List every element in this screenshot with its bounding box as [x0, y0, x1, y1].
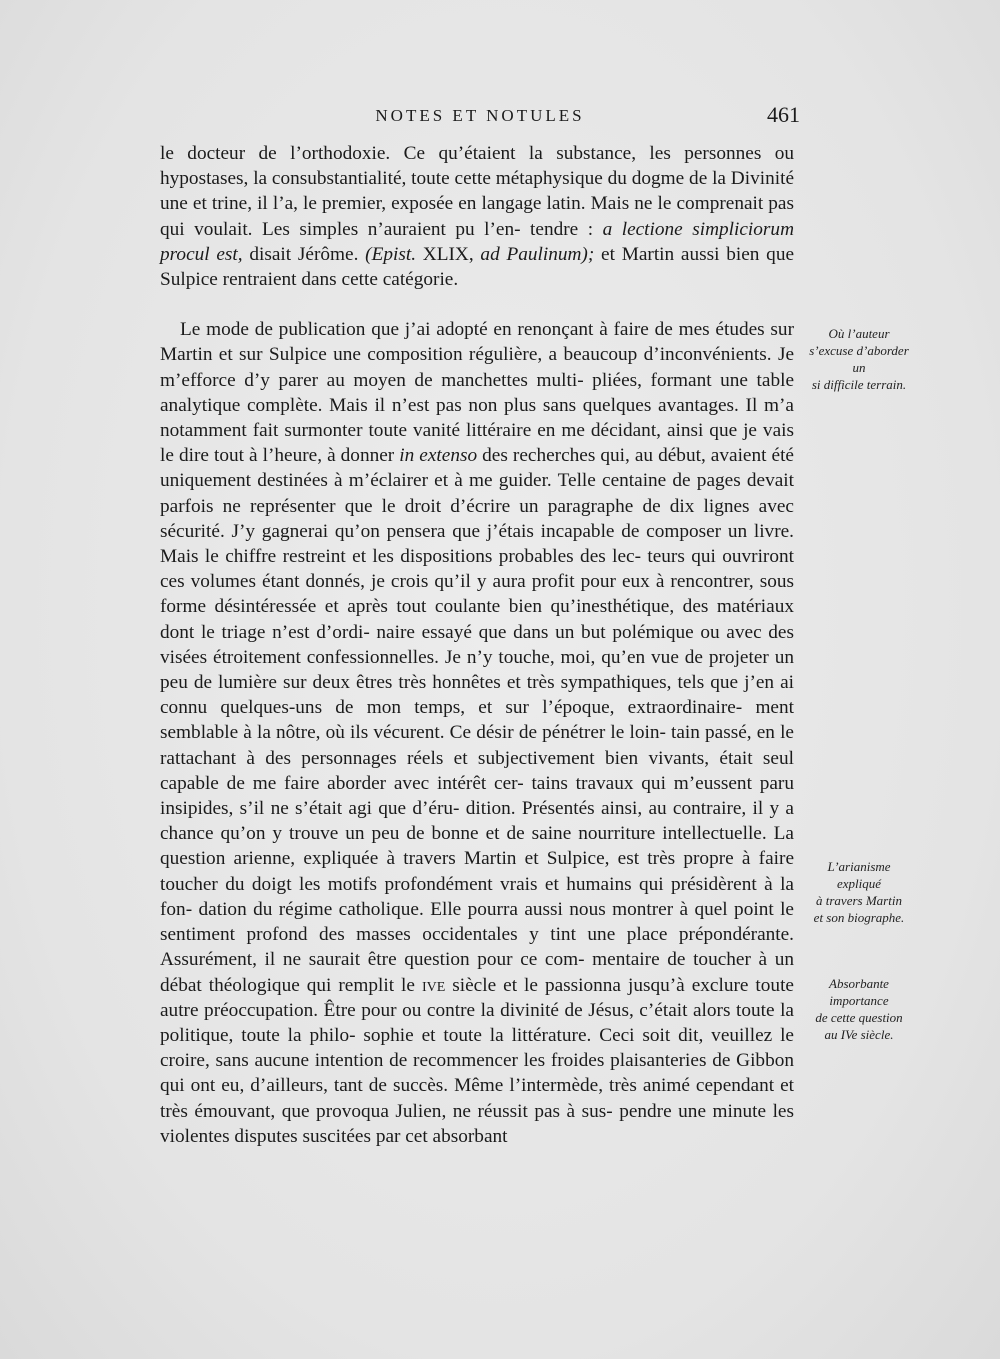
running-title: NOTES ET NOTULES — [375, 106, 585, 125]
margin-note-line: si difficile terrain. — [811, 377, 907, 392]
running-head — [160, 102, 800, 130]
margin-note-importance — [800, 975, 918, 1043]
margin-note-arianism — [800, 858, 918, 926]
margin-note-line: à travers Martin — [816, 893, 902, 908]
margin-note-line: importance — [829, 993, 889, 1008]
latin-quote: a lectione simpliciorum procul est, — [160, 218, 794, 265]
paragraph-1-text-d: et Martin aussi bien que Sulpice rentraient dans cette catégorie. — [160, 243, 795, 291]
margin-note-line: au IVe siècle. — [824, 1027, 894, 1042]
margin-note-line: s’excuse d’aborder — [809, 343, 909, 358]
citation-epist: (Epist. — [365, 243, 417, 265]
paragraph-1-text-b: disait Jérôme. — [242, 243, 366, 265]
paragraph-2 — [160, 317, 794, 1149]
body-text — [160, 141, 794, 1149]
margin-note-line: un — [852, 360, 866, 375]
margin-note-line: expliqué — [836, 876, 882, 891]
citation-paulinum: ad Paulinum); — [480, 243, 595, 265]
in-extenso-phrase: in extenso — [399, 445, 478, 467]
paragraph-1-text-c: XLIX, — [416, 243, 481, 265]
margin-note-line: et son biographe. — [813, 910, 905, 925]
margin-note-line: Où l’auteur — [828, 326, 890, 341]
margin-note-author-excuse — [800, 325, 918, 393]
paragraph-1-text-a: le docteur de l’orthodoxie. Ce qu’étaient la substance, les personnes ou hypostases, la consubstantialité, toute cette métaphysique du dogme de la Divinité une et trine, il l’a, le premier, exposée en langage latin. Mais ne le comprenait pas qui voulait. Les simples n’auraient pu l’en- tendre : — [160, 143, 794, 240]
page-number: 461 — [767, 102, 800, 127]
margin-note-line: L’arianisme — [827, 859, 891, 874]
paragraph-1 — [160, 141, 794, 292]
paragraph-2-text-b: des recherches qui, au début, avaient été uniquement destinées à m’éclairer et à me guider. Telle centaine de pages devait parfois ne représenter que le droit d’écrire un paragraphe de dix lignes avec sécurité. J’y gagnerai qu’on pensera que j’étais incapable de composer un livre. Mais le chiffre restreint et les dispositions probables des lec- teurs qui ouvriront ces volumes étant donnés, je crois qu’il y aura profit pour eux à rencontrer, sous forme désintéressée et après tout coulante bien qu’inesthétique, des matériaux dont le triage n’est d’ordi- naire essayé que dans un but polémique ou avec des visées étroitement confessionnelles. Je n’y touche, moi, qu’en vue de projeter un peu de lumière sur deux êtres très honnêtes et très sympathiques, tels que j’en ai connu quelques-uns de mon temps, et sur l’époque, extraordinaire- ment semblable à la nôtre, où ils vécurent. Ce désir de pénétrer le loin- tain passé, en le rattachant à des personnages réels et subjectivement bien vivants, était seul capable de me faire aborder avec intérêt cer- tains travaux qui m’eussent paru insipides, s’il ne s’était agi que d’éru- dition. Présentés ainsi, au contraire, il y a chance qu’on y trouve un peu de bonne et de saine nourriture intellectuelle. La question arienne, expliquée à travers Martin et Sulpice, est très propre à faire toucher du doigt les motifs profondément vrais et humains qui présidèrent à la fon- dation du régime catholique. Elle pourra aussi nous montrer à quel point le sentiment profond des masses occidentales y tint une place prépondérante. Assurément, il ne saurait être question pour ce com- mentaire de toucher à un débat théologique qui remplit le — [160, 445, 794, 996]
paragraph-2-text-c: siècle et le passionna jusqu’à exclure toute autre préoccupation. Être pour ou contre la divinité de Jésus, c’était alors toute la politique, toute la philo- sophie et toute la littérature. Ceci soit dit, veuillez le croire, sans aucune intention de recommencer les froides plaisanteries de Gibbon qui ont eu, d’ailleurs, tant de succès. Même l’intermède, très animé cependant et très émouvant, que provoqua Julien, ne réussit pas à sus- pendre une minute les violentes disputes suscitées par cet absorbant — [160, 974, 794, 1147]
margin-note-line: de cette question — [815, 1010, 903, 1025]
margin-note-line: Absorbante — [829, 976, 889, 991]
paragraph-2-text-a: Le mode de publication que j’ai adopté en renonçant à faire de mes études sur Martin et sur Sulpice une composition régulière, a beaucoup d’inconvénients. Je m’efforce d’y parer au moyen de manchettes multi- pliées, formant une table analytique complète. Mais il n’est pas non plus sans quelques avantages. Il m’a notamment fait surmonter toute vanité littéraire en me décidant, ainsi que je vais le dire tout à l’heure, à donner — [160, 319, 794, 467]
century-numeral: ive — [421, 974, 446, 996]
